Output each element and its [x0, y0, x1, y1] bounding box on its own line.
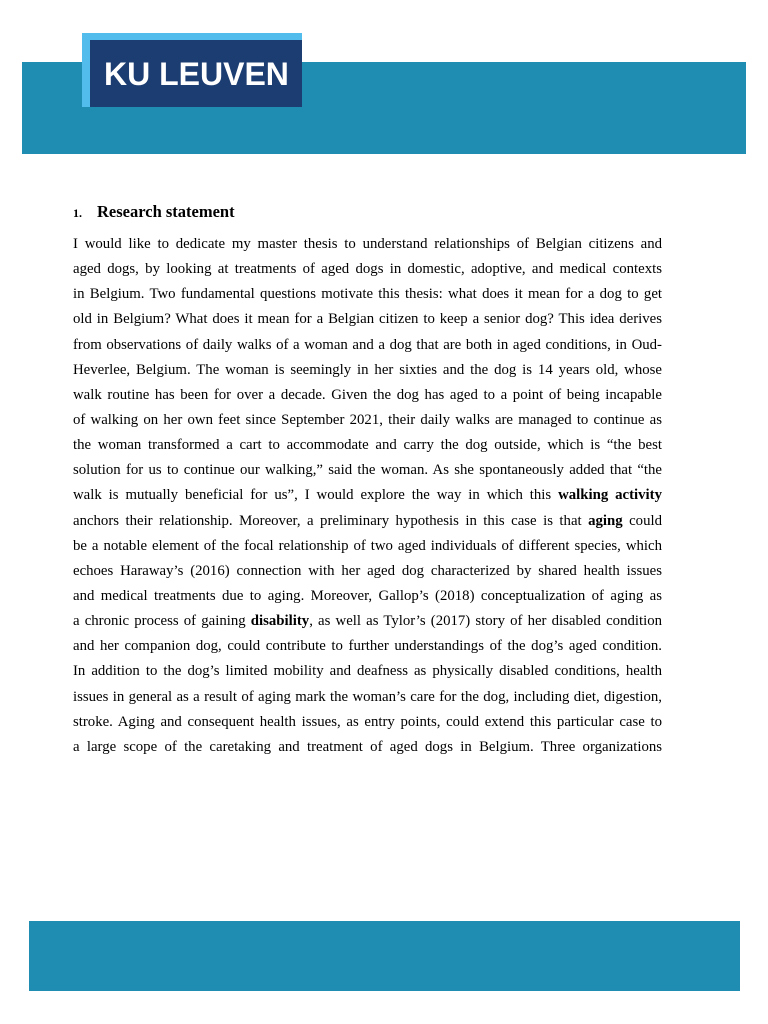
section-title: Research statement: [97, 202, 235, 221]
emphasis-text: walking activity: [558, 487, 662, 504]
paragraph-line: from observations of daily walks of a woman and a dog that are both in aged conditions, in Oud-: [73, 336, 662, 353]
line-text: could: [622, 512, 662, 529]
line-text: , as well as Tylor’s (2017) story of her disabled condition: [309, 613, 662, 630]
emphasis-text: aging: [588, 512, 623, 529]
paragraph-line: the woman transformed a cart to accommodate and carry the dog outside, which is “the best: [73, 437, 662, 454]
paragraph-line: echoes Haraway’s (2016) connection with her aged dog characterized by shared health issues: [73, 562, 662, 579]
emphasis-text: disability: [250, 613, 310, 630]
footer-banner: [29, 921, 740, 991]
paragraph-line: [73, 509, 662, 534]
line-text: a chronic process of gaining: [73, 613, 251, 630]
paragraph-line: and her companion dog, could contribute to further understandings of the dog’s aged condition.: [73, 638, 662, 655]
line-text: walk is mutually beneficial for us”, I would explore the way in which this: [73, 487, 559, 504]
paragraph-line: aged dogs, by looking at treatments of aged dogs in domestic, adoptive, and medical contexts: [73, 261, 662, 278]
logo-text: KU LEUVEN: [104, 55, 289, 92]
paragraph-line: stroke. Aging and consequent health issues, as entry points, could extend this particular case to: [73, 713, 662, 730]
paragraph-line: old in Belgium? What does it mean for a Belgian citizen to keep a senior dog? This idea derives: [73, 311, 662, 328]
paragraph-line: in Belgium. Two fundamental questions motivate this thesis: what does it mean for a dog to get: [73, 286, 662, 303]
section-number: 1.: [73, 206, 82, 220]
paragraph-line: a large scope of the caretaking and treatment of aged dogs in Belgium. Three organizations: [73, 738, 662, 755]
paragraph-line: [73, 483, 662, 508]
paragraph-line: be a notable element of the focal relationship of two aged individuals of different species, which: [73, 537, 662, 554]
paragraph-line: walk routine has been for over a decade. Given the dog has aged to a point of being incapable: [73, 386, 662, 403]
section-heading: [73, 202, 235, 222]
research-statement-paragraph: [73, 232, 662, 760]
paragraph-line: I would like to dedicate my master thesis to understand relationships of Belgian citizens and: [73, 236, 662, 252]
paragraph-line: [73, 609, 662, 634]
ku-leuven-logo: [82, 33, 302, 107]
paragraph-line: In addition to the dog’s limited mobility and deafness as physically disabled conditions, health: [73, 663, 662, 680]
paragraph-line: issues in general as a result of aging mark the woman’s care for the dog, including diet, digestion,: [73, 688, 662, 705]
paragraph-line: and medical treatments due to aging. Moreover, Gallop’s (2018) conceptualization of aging as: [73, 587, 662, 604]
line-text: anchors their relationship. Moreover, a preliminary hypothesis in this case is that: [73, 512, 589, 529]
paragraph-line: Heverlee, Belgium. The woman is seemingly in her sixties and the dog is 14 years old, whose: [73, 361, 662, 378]
paragraph-line: solution for us to continue our walking,” said the woman. As she spontaneously added that “the: [73, 462, 662, 479]
logo-block: [90, 40, 302, 107]
paragraph-line: of walking on her own feet since September 2021, their daily walks are managed to continue as: [73, 411, 662, 428]
